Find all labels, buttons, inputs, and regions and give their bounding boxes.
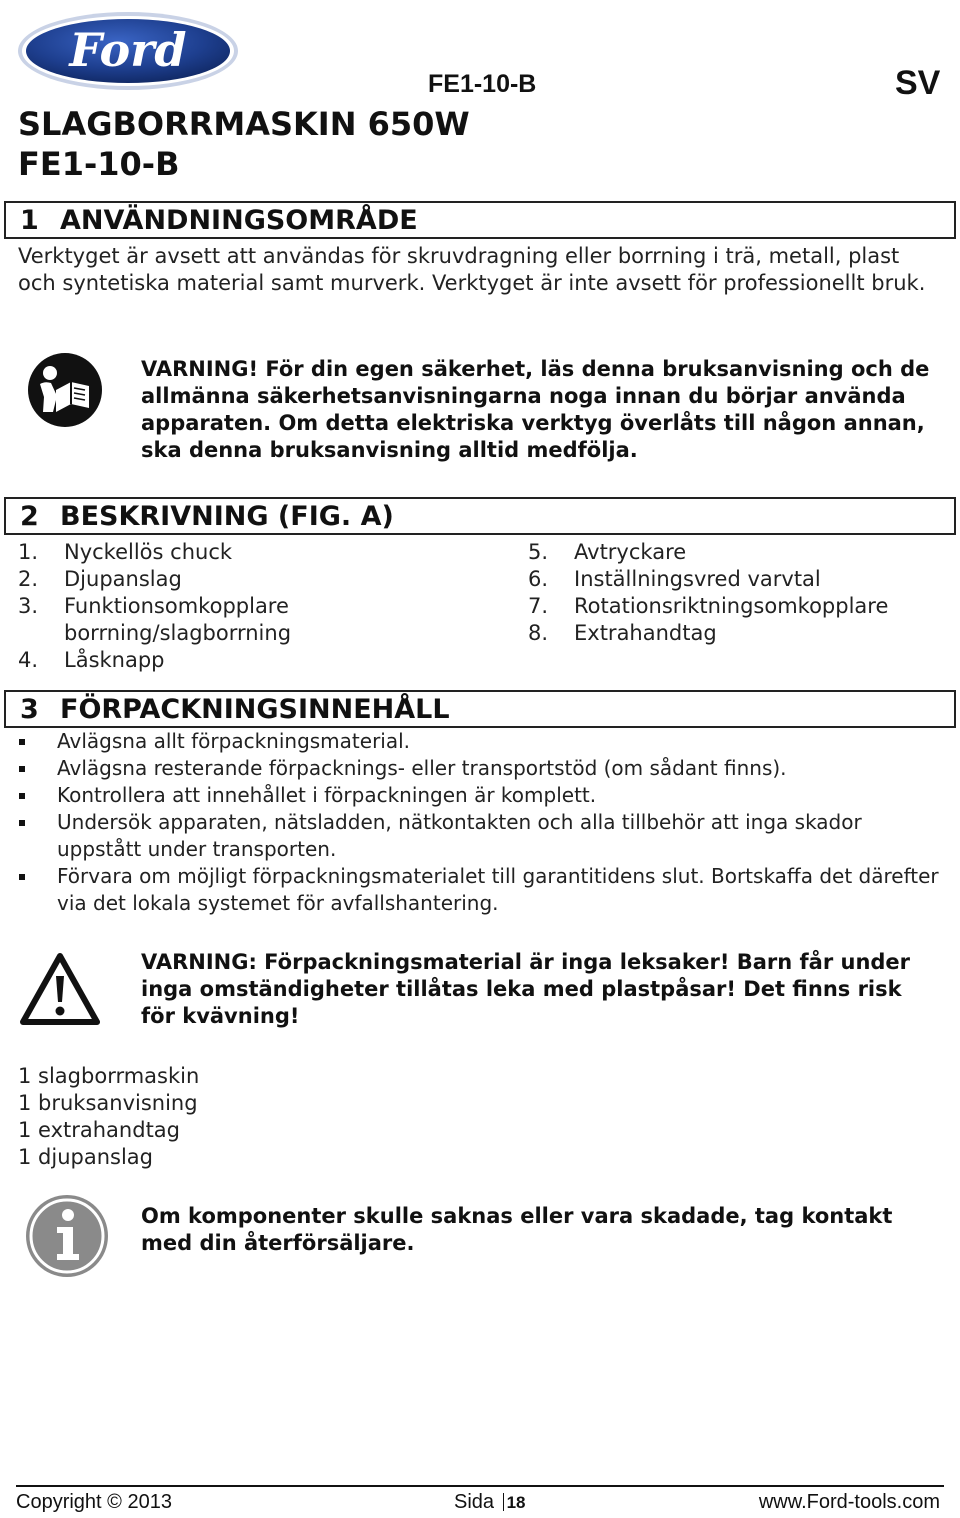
model-number: FE1-10-B (428, 70, 537, 98)
list-item: Avlägsna allt förpackningsmaterial. (18, 728, 948, 755)
list-item: 1. Nyckellös chuck (18, 540, 233, 564)
list-item: 5. Avtryckare (528, 540, 687, 564)
list-item: 1 bruksanvisning (18, 1091, 198, 1115)
page-label: Sida (454, 1491, 495, 1513)
list-item: 6. Inställningsvred varvtal (528, 567, 821, 591)
section-heading-usage (4, 201, 956, 239)
list-item: Kontrollera att innehållet i förpackningen är komplett. (18, 782, 948, 809)
safety-warning: VARNING! För din egen säkerhet, läs denna bruksanvisning och de allmänna säkerhetsanvisningarna noga innan du börjar använda apparaten. Om detta elektriska verktyg överlåts till någon annan, ska denna bruksanvisning alltid medfölja. (141, 357, 930, 462)
list-item: 1 djupanslag (18, 1145, 153, 1169)
list-item: Undersök apparaten, nätsladden, nätkontakten och alla tillbehör att inga skador uppstått under transporten. (18, 809, 948, 863)
section-heading-description (4, 497, 956, 535)
page-title (18, 104, 470, 184)
parts-list-right (528, 539, 948, 647)
section-heading-package-contents (4, 690, 956, 728)
footer-divider (16, 1485, 944, 1487)
page-indicator (454, 1491, 526, 1514)
page-separator (503, 1493, 504, 1511)
list-item: 4. Låsknapp (18, 648, 165, 672)
warning-triangle-icon (20, 952, 100, 1026)
page-number: 18 (506, 1493, 526, 1512)
language-code: SV (895, 64, 941, 102)
copyright: Copyright © 2013 (16, 1491, 172, 1513)
list-item: 1 slagborrmaskin (18, 1064, 200, 1088)
section-title: ANVÄNDNINGSOMRÅDE (60, 204, 418, 236)
list-item: 8. Extrahandtag (528, 621, 717, 645)
list-item: 2. Djupanslag (18, 567, 182, 591)
section-number: 3 (20, 693, 39, 725)
package-contents-list (18, 1063, 199, 1171)
title-line-product: SLAGBORRMASKIN 650W (18, 105, 470, 143)
title-line-model: FE1-10-B (18, 145, 180, 183)
usage-text: Verktyget är avsett att användas för skruvdragning eller borrning i trä, metall, plast och syntetiska material samt murverk. Verktyget är inte avsett för professionellt bruk. (18, 244, 926, 295)
section-number: 1 (20, 204, 39, 236)
info-note: Om komponenter skulle saknas eller vara skadade, tag kontakt med din återförsäljare. (141, 1204, 893, 1255)
list-item: 3. Funktionsomkopplare borrning/slagborrning (18, 594, 292, 645)
parts-list-left (18, 539, 348, 674)
list-item: 1 extrahandtag (18, 1118, 181, 1142)
unpacking-bullets (18, 728, 948, 917)
website-link[interactable]: www.Ford-tools.com (758, 1491, 940, 1513)
read-manual-icon (27, 352, 103, 428)
section-title: BESKRIVNING (FIG. A) (60, 500, 394, 532)
list-item: 7. Rotationsriktningsomkopplare (528, 594, 889, 618)
section-title: FÖRPACKNINGSINNEHÅLL (60, 693, 450, 725)
packaging-warning: VARNING: Förpackningsmaterial är inga leksaker! Barn får under inga omständigheter tillåtas leka med plastpåsar! Det finns risk för kvävning! (141, 950, 911, 1028)
section-number: 2 (20, 500, 39, 532)
list-item: Förvara om möjligt förpackningsmaterialet till garantitidens slut. Bortskaffa det därefter via det lokala systemet för avfallshantering. (18, 863, 948, 917)
list-item: Avlägsna resterande förpacknings- eller transportstöd (om sådant finns). (18, 755, 948, 782)
svg-text:Ford: Ford (69, 23, 187, 77)
info-icon (25, 1194, 109, 1278)
ford-logo (16, 10, 240, 92)
